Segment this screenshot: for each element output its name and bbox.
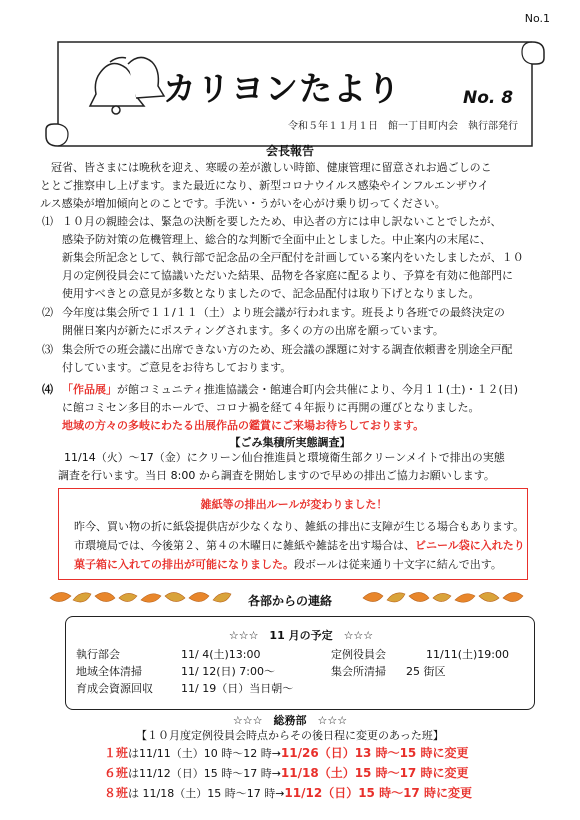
- changed-time: 11/26（日）13 時～15 時に変更: [280, 746, 469, 760]
- schedule-item-date: 25 街区: [406, 665, 446, 678]
- bells-icon: [90, 57, 164, 114]
- notice-line: 段ボールは従来通り十文字に結んで出す。: [294, 558, 502, 571]
- publication-line: 令和５年１１月１日 館一丁目町内会 執行部発行: [288, 121, 518, 132]
- notice-title: 雑紙等の排出ルールが変わりました！: [200, 498, 388, 511]
- page-number: No.1: [524, 12, 550, 25]
- intro-line: 冠省、皆さまには晩秋を迎え、寒暖の差が激しい時節、健康管理に留意されお過ごしのこ: [51, 161, 492, 174]
- departments-title: 各部からの連絡: [247, 594, 332, 608]
- schedule-item-date: 11/11(土)19:00: [426, 648, 509, 661]
- intro-line: ルス感染が増加傾向とのことです。手洗い・うがいを心がけ乗り切ってください。: [40, 197, 446, 210]
- item-line: １０月の親睦会は、緊急の決断を要したため、申込者の方には申し訳ないことでしたが、: [62, 215, 502, 228]
- schedule-item-name: 執行部会: [76, 648, 120, 661]
- item-line: 集会所での班会議に出席できない方のため、班会議の課題に対する調査依頼書を別途全戸配: [62, 343, 513, 356]
- paper-rule-notice-box: [58, 488, 528, 580]
- president-report-intro: [40, 159, 492, 213]
- original-time: は11/12（日）15 時～17 時→: [128, 767, 281, 780]
- item-line: 月の定例役員会にて協議いただいた結果、品物を各家庭に配るより、予算を有効に他部門に: [62, 269, 513, 282]
- general-affairs-subtitle: 【１０月度定例役員会時点からその後日程に変更のあった班】: [136, 729, 444, 742]
- item-line: が館コミュニティ推進協議会・館連合町内会共催により、今月１１(土)・１２(日): [117, 383, 519, 396]
- general-affairs-title: ☆☆☆ 総務部 ☆☆☆: [232, 714, 348, 727]
- survey-line: 調査を行います。当日 8:00 から調査を開始しますので早めの排出ご協力お願いします。: [58, 469, 495, 482]
- schedule-item-date: 11/ 4(土)13:00: [181, 648, 261, 661]
- schedule-item-date: 11/ 12(日) 7:00～: [181, 665, 275, 678]
- group-name: ６班: [104, 766, 129, 780]
- item-line: 新集会所記念として、執行部で記念品の全戸配付を計画している案内をいたしましたが、１０: [62, 251, 524, 264]
- intro-line: ととご推察申し上げます。また最近になり、新型コロナウイルス感染やインフルエンザウイ: [40, 179, 489, 192]
- issue-number: No. 8: [463, 88, 514, 108]
- garbage-survey-body: [58, 449, 505, 485]
- schedule-title: ☆☆☆ 11 月の予定 ☆☆☆: [228, 629, 374, 642]
- group-name: １班: [104, 746, 129, 760]
- notice-line: 市環境局では、今後第２、第４の木曜日に雑紙や雑誌を出す場合は、: [74, 539, 415, 552]
- schedule-item-date: 11/ 19（日）当日朝～: [181, 682, 294, 695]
- item-line: 開催日案内が新たにポスティングされます。多くの方の出席を願っています。: [62, 324, 444, 337]
- group-name: ８班: [104, 786, 129, 800]
- item-number: ⑷: [42, 383, 53, 396]
- notice-line: 昨今、買い物の折に紙袋提供店が少なくなり、雑紙の排出に支障が生じる場合もあります。: [74, 520, 525, 533]
- survey-line: 11/14（火）～17（金）にクリーン仙台推進員と環境衛生部クリーンメイトで排出の実態: [64, 451, 505, 464]
- schedule-change-row: [104, 744, 468, 761]
- schedule-change-row: [104, 784, 472, 801]
- item-number: ⑶: [42, 343, 53, 356]
- changed-time: 11/18（土）15 時～17 時に変更: [280, 766, 469, 780]
- notice-body: [74, 517, 525, 574]
- item-line: 付しています。ご意見をお待ちしております。: [62, 361, 292, 374]
- schedule-change-row: [104, 764, 468, 781]
- changed-time: 11/12（日）15 時～17 時に変更: [284, 786, 472, 800]
- newsletter-title: カリヨンたより: [163, 69, 401, 108]
- notice-highlight: 菓子箱に入れての排出が可能になりました。: [74, 558, 294, 571]
- item-number: ⑴: [42, 215, 53, 228]
- report-item-3: [42, 341, 513, 377]
- item-line: 今年度は集会所で１１/１１（土）より班会議が行われます。班長より各班での最終決定の: [62, 306, 505, 319]
- item-line: に館コミセン多目的ホールで、コロナ禍を経て４年振りに再開の運びとなりました。: [62, 401, 480, 414]
- notice-highlight: ビニール袋に入れたり: [415, 539, 525, 552]
- report-item-4: [42, 381, 518, 435]
- item-line: 感染予防対策の危機管理上、総合的な判断で全面中止としました。中止案内の末尾に、: [62, 233, 491, 246]
- original-time: は11/11（土）10 時～12 時→: [128, 747, 281, 760]
- report-item-2: [42, 304, 505, 340]
- november-schedule-box: [65, 616, 535, 710]
- report-item-1: [42, 213, 524, 303]
- item-line: 使用すべきとの意見が多数となりましたので、記念品配付は取り下げとなりました。: [62, 287, 480, 300]
- original-time: は 11/18（土）15 時～17 時→: [128, 787, 285, 800]
- schedule-item-name: 育成会資源回収: [76, 682, 153, 695]
- exhibit-name: 「作品展」: [62, 383, 117, 396]
- exhibit-invite-line: 地域の方々の多岐にわたる出展作品の鑑賞にご来場お待ちしております。: [62, 419, 425, 432]
- garbage-survey-title: 【ごみ集積所実態調査】: [229, 436, 351, 449]
- schedule-item-name: 集会所清掃: [331, 665, 386, 678]
- item-number: ⑵: [42, 306, 53, 319]
- schedule-item-name: 定例役員会: [331, 648, 386, 661]
- president-report-title: 会長報告: [265, 144, 314, 158]
- schedule-item-name: 地域全体清掃: [76, 665, 142, 678]
